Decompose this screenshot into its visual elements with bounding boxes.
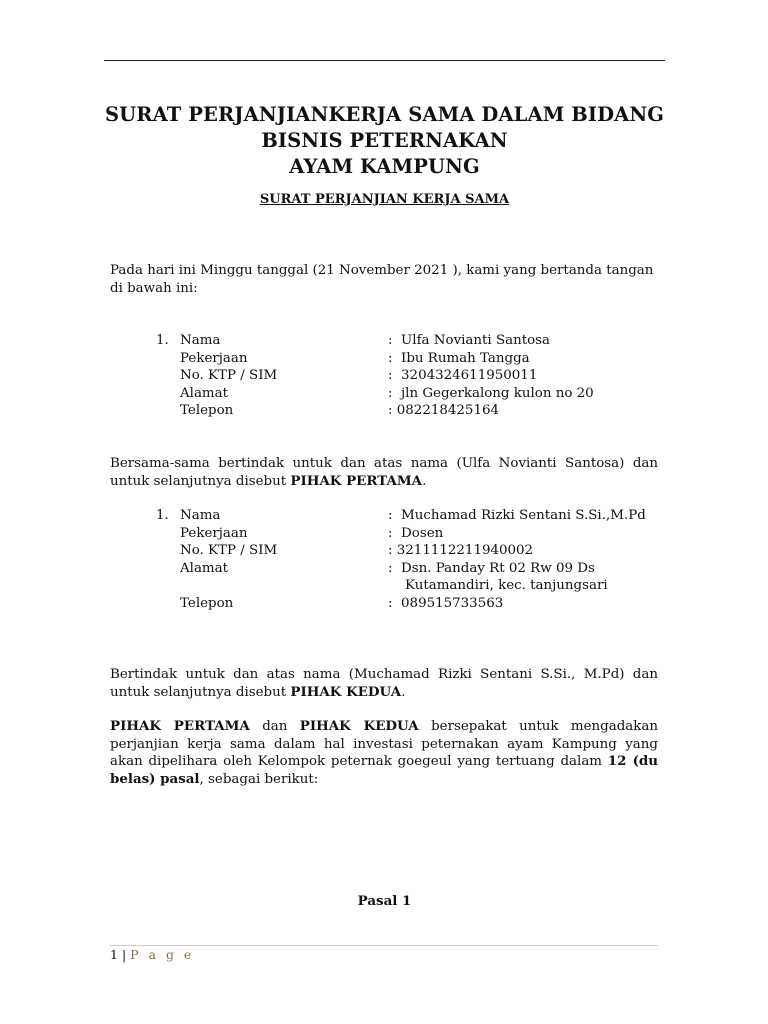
page-number: 1 [110, 947, 118, 962]
field-value: : Dsn. Panday Rt 02 Rw 09 Ds [388, 560, 595, 576]
party-two-details [110, 507, 658, 613]
title-line-3: AYAM KAMPUNG [289, 155, 480, 178]
field-label: No. KTP / SIM [180, 368, 278, 384]
field-value: : Muchamad Rizki Sentani S.Si.,M.Pd [388, 508, 646, 523]
pasal-heading: Pasal 1 [357, 893, 412, 909]
party-two-role: PIHAK KEDUA [290, 683, 402, 700]
detail-row [110, 507, 658, 525]
agreement-line-4: belas) pasal, sebagai berikut: [110, 770, 319, 787]
field-label: No. KTP / SIM [180, 543, 278, 559]
party-two-line-1: Bertindak untuk dan atas nama (Muchamad Rizki Sentani S.Si., M.Pd) dan [110, 667, 658, 682]
field-label: Pekerjaan [180, 525, 248, 541]
detail-row [110, 595, 658, 613]
field-value: : 3211112211940002 [388, 543, 534, 559]
field-value: : jln Gegerkalong kulon no 20 [388, 385, 594, 401]
intro-line-2: di bawah ini: [110, 280, 198, 296]
detail-row [110, 560, 658, 578]
field-label: Alamat [180, 560, 228, 576]
party-one-paragraph [110, 455, 658, 490]
field-value: : Ulfa Novianti Santosa [388, 333, 551, 348]
field-label: Nama [180, 333, 221, 348]
intro-line-1: Pada hari ini Minggu tanggal (21 November 2021 ), kami yang bertanda tangan [110, 263, 654, 278]
title-line-1: SURAT PERJANJIANKERJA SAMA DALAM BIDANG [104, 103, 665, 126]
title-line-2: BISNIS PETERNAKAN [261, 129, 508, 152]
header-rule [104, 60, 665, 61]
party-one-line-1: Bersama-sama bertindak untuk dan atas nama (Ulfa Novianti Santosa) dan [110, 456, 658, 471]
field-label: Pekerjaan [180, 350, 248, 366]
detail-row [110, 332, 658, 350]
detail-row [110, 542, 658, 560]
agreement-line-3: akan dipelihara oleh Kelompok peternak goegeul yang tertuang dalam 12 (du [110, 753, 659, 769]
footer-rule [110, 945, 658, 946]
list-number: 1. [156, 508, 169, 523]
party-one-role: PIHAK PERTAMA [290, 472, 423, 489]
agreement-paragraph [110, 718, 658, 788]
document-subtitle: SURAT PERJANJIAN KERJA SAMA [259, 192, 510, 207]
page-label: P a g e [130, 947, 195, 962]
field-label: Telepon [180, 403, 234, 419]
party-one-details [110, 332, 658, 420]
field-value: : 089515733563 [388, 595, 504, 611]
page-footer [110, 947, 194, 962]
party-two-line-2: untuk selanjutnya disebut PIHAK KEDUA. [110, 683, 406, 700]
field-value: : 082218425164 [388, 403, 500, 419]
page-separator: | [121, 947, 127, 962]
detail-row [110, 402, 658, 420]
detail-row [110, 525, 658, 543]
field-label: Nama [180, 508, 221, 523]
field-label: Alamat [180, 385, 228, 401]
detail-row [110, 350, 658, 368]
detail-row [110, 367, 658, 385]
party-one-line-2: untuk selanjutnya disebut PIHAK PERTAMA. [110, 472, 427, 489]
agreement-line-2: perjanjian kerja sama dalam hal investasi peternakan ayam Kampung yang [110, 736, 658, 752]
document-title [104, 102, 665, 180]
party-two-paragraph [110, 666, 658, 701]
field-value: Kutamandiri, kec. tanjungsari [388, 578, 608, 594]
intro-paragraph [110, 262, 658, 297]
detail-row [110, 577, 658, 595]
detail-row [110, 385, 658, 403]
field-value: : Dosen [388, 525, 444, 541]
field-value: : 3204324611950011 [388, 368, 538, 384]
agreement-line-1: PIHAK PERTAMA dan PIHAK KEDUA bersepakat untuk mengadakan [110, 718, 658, 734]
list-number: 1. [156, 333, 169, 348]
field-value: : Ibu Rumah Tangga [388, 350, 530, 366]
field-label: Telepon [180, 595, 234, 611]
